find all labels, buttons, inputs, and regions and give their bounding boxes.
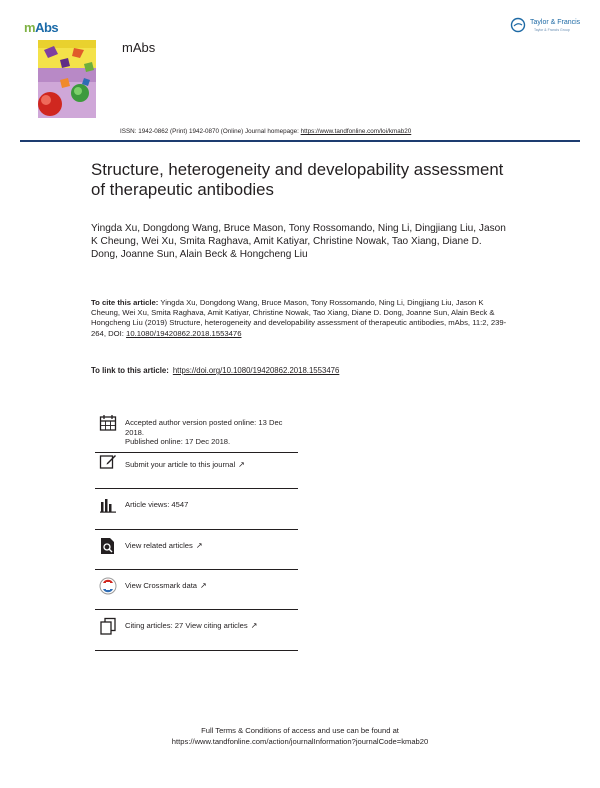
footer-terms-text: Full Terms & Conditions of access and use can be found at — [201, 726, 399, 735]
external-link-icon: ↗ — [195, 541, 203, 550]
article-doi-link[interactable]: https://doi.org/10.1080/19420862.2018.1553476 — [172, 366, 340, 375]
article-views-text: Article views: 4547 — [125, 500, 189, 509]
crossmark-icon — [99, 577, 117, 595]
crossmark-row[interactable] — [95, 569, 298, 610]
calendar-icon — [99, 414, 117, 432]
journal-homepage-link[interactable]: https://www.tandfonline.com/loi/kmab20 — [300, 128, 412, 135]
citation-block — [91, 298, 511, 339]
header-divider — [20, 140, 580, 142]
related-articles-icon — [99, 537, 117, 555]
published-date-text: Published online: 17 Dec 2018. — [125, 437, 231, 447]
external-link-icon: ↗ — [250, 621, 258, 630]
submit-article-row[interactable] — [95, 452, 298, 489]
submit-article-link[interactable]: Submit your article to this journal — [125, 460, 236, 469]
article-views-row — [95, 488, 298, 530]
issn-text: ISSN: 1942-0862 (Print) 1942-0870 (Online) Journal homepage: — [120, 128, 301, 135]
citing-articles-link[interactable]: Citing articles: 27 View citing articles — [125, 621, 248, 630]
publisher-subname: Taylor & Francis Group — [534, 28, 570, 32]
footer-terms-link[interactable]: https://www.tandfonline.com/action/journalInformation?journalCode=kmab20 — [171, 737, 429, 746]
citation-label: To cite this article: — [91, 298, 159, 307]
cover-artwork — [24, 20, 108, 132]
external-link-icon: ↗ — [238, 460, 245, 469]
footer-terms — [0, 725, 600, 747]
journal-cover-image — [24, 20, 108, 132]
publisher-name: Taylor & Francis — [530, 19, 581, 26]
related-articles-link[interactable]: View related articles — [125, 541, 193, 550]
published-dates-row — [95, 410, 298, 453]
journal-name: mAbs — [122, 40, 156, 55]
citation-doi-link[interactable]: 10.1080/19420862.2018.1553476 — [126, 328, 242, 338]
bar-chart-icon — [99, 496, 117, 514]
crossmark-link[interactable]: View Crossmark data — [125, 581, 198, 590]
external-link-icon: ↗ — [200, 581, 207, 590]
accepted-date-text: Accepted author version posted online: 13 Dec 2018. — [125, 418, 283, 437]
cover-brand-abs: Abs — [35, 20, 59, 35]
publisher-logo-icon — [510, 17, 526, 33]
publisher-logo[interactable] — [510, 17, 580, 37]
article-link-line — [91, 366, 339, 375]
issn-line — [120, 128, 411, 135]
citing-articles-icon — [99, 617, 117, 635]
edit-icon — [99, 453, 117, 471]
article-authors: Yingda Xu, Dongdong Wang, Bruce Mason, Tony Rossomando, Ning Li, Dingjiang Liu, Jason K Cheung, Wei Xu, Smita Raghava, Amit Katiyar, Christine Nowak, Tao Xiang, Diane D. Dong, Joanne Sun, Alain Beck & Hongcheng Liu — [91, 223, 506, 260]
cover-brand-m: m — [24, 20, 36, 35]
citing-articles-row[interactable] — [95, 609, 298, 651]
article-title: Structure, heterogeneity and developability assessment of therapeutic antibodies — [91, 160, 504, 199]
article-link-label: To link to this article: — [91, 366, 169, 375]
citation-text: Yingda Xu, Dongdong Wang, Bruce Mason, Tony Rossomando, Ning Li, Dingjiang Liu, Jason K Cheung, Wei Xu, Smita Raghava, Amit Katiyar, Christine Nowak, Tao Xiang, Diane D. Dong, Joanne Sun, Alain Beck & Hongcheng Liu (2019) Structure, heterogeneity and developability assessment of therapeutic antibodies, mAbs, 11:2, 239-264, DOI: — [91, 298, 507, 338]
related-articles-row[interactable] — [95, 529, 298, 570]
